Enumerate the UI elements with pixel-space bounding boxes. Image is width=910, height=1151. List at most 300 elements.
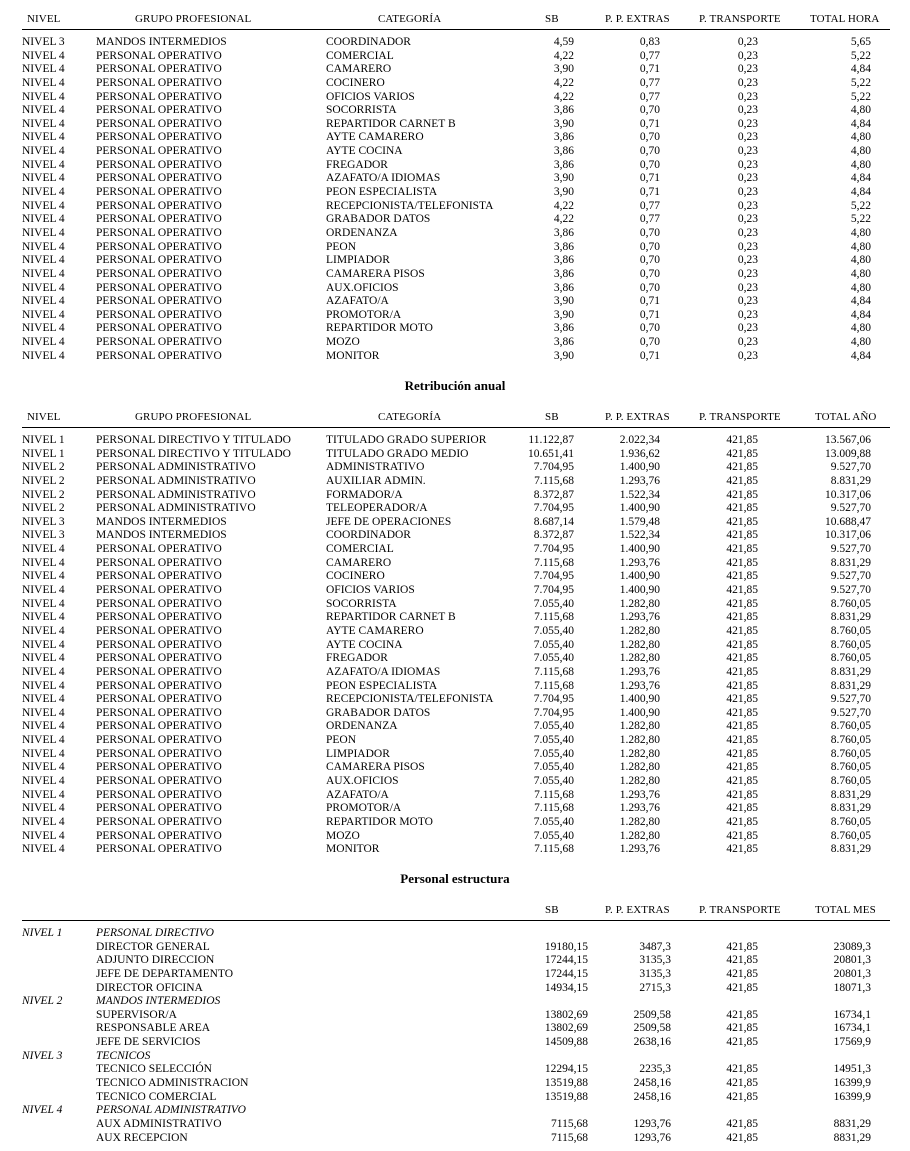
total-cell: 8.760,05 (830, 775, 871, 788)
transporte-cell: 421,85 (726, 1036, 758, 1049)
nivel-cell: NIVEL 4 (22, 117, 65, 130)
grupo-cell: PERSONAL OPERATIVO (96, 543, 222, 556)
categoria-cell: COCINERO (326, 76, 385, 89)
nivel-cell: NIVEL 4 (22, 254, 65, 267)
nivel-cell: NIVEL 4 (22, 788, 65, 801)
table-row (22, 200, 890, 214)
transporte-cell: 0,23 (737, 131, 758, 144)
extras-cell: 1.282,80 (619, 829, 660, 842)
extras-cell: 1.400,90 (619, 570, 660, 583)
nivel-cell: NIVEL 4 (22, 336, 65, 349)
transporte-cell: 0,23 (737, 308, 758, 321)
categoria-cell: DIRECTOR GENERAL (96, 940, 210, 953)
grupo-cell: PERSONAL OPERATIVO (96, 336, 222, 349)
sb-cell: 3,90 (553, 349, 574, 362)
table-row (22, 36, 890, 50)
transporte-cell: 421,85 (726, 461, 758, 474)
transporte-cell: 0,23 (737, 90, 758, 103)
sb-cell: 7.055,40 (533, 815, 574, 828)
total-cell: 5,65 (850, 36, 871, 48)
sb-cell: 7.055,40 (533, 761, 574, 774)
extras-cell: 1.400,90 (619, 543, 660, 556)
total-cell: 5,22 (850, 76, 871, 89)
table-row (22, 954, 890, 968)
total-cell: 5,22 (850, 90, 871, 103)
categoria-cell: ORDENANZA (326, 720, 398, 733)
extras-cell: 0,71 (639, 63, 660, 76)
nivel-cell: NIVEL 4 (22, 747, 65, 760)
nivel-cell: NIVEL 4 (22, 815, 65, 828)
header-nivel: NIVEL (27, 411, 61, 423)
categoria-cell: PROMOTOR/A (326, 308, 402, 321)
table-row (22, 104, 890, 118)
categoria-cell: AZAFATO/A IDIOMAS (326, 665, 441, 678)
group-row (22, 1050, 890, 1064)
total-cell: 9.527,70 (830, 543, 871, 556)
categoria-cell: TITULADO GRADO MEDIO (326, 447, 469, 460)
table-row (22, 734, 890, 748)
total-cell: 4,80 (850, 104, 871, 117)
extras-cell: 1.522,34 (619, 529, 660, 542)
sb-cell: 3,90 (553, 308, 574, 321)
nivel-cell: NIVEL 4 (22, 186, 65, 199)
table-row (22, 350, 890, 364)
categoria-cell: PROMOTOR/A (326, 802, 402, 815)
grupo-cell: PERSONAL ADMINISTRATIVO (96, 461, 256, 474)
grupo-cell: PERSONAL OPERATIVO (96, 226, 222, 239)
grupo-cell: PERSONAL OPERATIVO (96, 158, 222, 171)
grupo-cell: PERSONAL OPERATIVO (96, 199, 222, 212)
total-cell: 8.760,05 (830, 829, 871, 842)
transporte-cell: 0,23 (737, 267, 758, 280)
transporte-cell: 0,23 (737, 158, 758, 171)
nivel-cell: NIVEL 2 (22, 995, 63, 1008)
transporte-cell: 421,85 (726, 584, 758, 597)
sb-cell: 4,59 (553, 36, 574, 48)
categoria-cell: REPARTIDOR CARNET B (326, 611, 456, 624)
header-extras: P. P. EXTRAS (605, 411, 670, 423)
transporte-cell: 0,23 (737, 145, 758, 158)
header-extras: P. P. EXTRAS (605, 13, 670, 25)
sb-cell: 4,22 (553, 49, 574, 62)
table-row (22, 172, 890, 186)
table-row (22, 77, 890, 91)
categoria-cell: TECNICO ADMINISTRACION (96, 1077, 249, 1090)
total-cell: 5,22 (850, 199, 871, 212)
total-cell: 16734,1 (833, 1008, 871, 1021)
extras-cell: 3135,3 (639, 967, 671, 980)
extras-cell: 2.022,34 (619, 434, 660, 446)
grupo-cell: PERSONAL ADMINISTRATIVO (96, 488, 256, 501)
section-title-structure: Personal estructura (400, 871, 510, 886)
total-cell: 17569,9 (833, 1036, 871, 1049)
extras-cell: 0,70 (639, 281, 660, 294)
header-categoria: CATEGORÍA (378, 411, 442, 423)
table-row (22, 830, 890, 844)
grupo-cell: PERSONAL OPERATIVO (96, 611, 222, 624)
grupo-cell: PERSONAL OPERATIVO (96, 322, 222, 335)
sb-cell: 7.115,68 (534, 788, 574, 801)
categoria-cell: TECNICO COMERCIAL (96, 1090, 217, 1103)
extras-cell: 1.282,80 (619, 734, 660, 747)
extras-cell: 0,71 (639, 295, 660, 308)
extras-cell: 0,71 (639, 349, 660, 362)
nivel-cell: NIVEL 4 (22, 570, 65, 583)
total-cell: 8.760,05 (830, 624, 871, 637)
grupo-cell: PERSONAL OPERATIVO (96, 624, 222, 637)
extras-cell: 1.936,62 (619, 447, 660, 460)
categoria-cell: REPARTIDOR CARNET B (326, 117, 456, 130)
transporte-cell: 421,85 (726, 611, 758, 624)
grupo-cell: PERSONAL OPERATIVO (96, 815, 222, 828)
grupo-cell: PERSONAL DIRECTIVO Y TITULADO (96, 434, 291, 446)
table-row (22, 434, 890, 448)
nivel-cell: NIVEL 4 (22, 145, 65, 158)
transporte-cell: 0,23 (737, 117, 758, 130)
extras-cell: 1.282,80 (619, 638, 660, 651)
grupo-cell: PERSONAL OPERATIVO (96, 747, 222, 760)
grupo-cell: PERSONAL OPERATIVO (96, 788, 222, 801)
nivel-cell: NIVEL 4 (22, 199, 65, 212)
total-cell: 8.831,29 (830, 611, 871, 624)
structure-table-header (22, 902, 890, 921)
total-cell: 8.760,05 (830, 638, 871, 651)
total-cell: 5,22 (850, 213, 871, 226)
categoria-cell: RECEPCIONISTA/TELEFONISTA (326, 199, 494, 212)
total-cell: 4,80 (850, 145, 871, 158)
table-row (22, 131, 890, 145)
extras-cell: 0,83 (639, 36, 660, 48)
header-transporte: P. TRANSPORTE (699, 411, 781, 423)
transporte-cell: 421,85 (726, 447, 758, 460)
extras-cell: 2509,58 (633, 1008, 671, 1021)
grupo-cell: PERSONAL OPERATIVO (96, 240, 222, 253)
grupo-cell: PERSONAL DIRECTIVO Y TITULADO (96, 447, 291, 460)
table-row (22, 982, 890, 996)
table-row (22, 748, 890, 762)
extras-cell: 0,70 (639, 267, 660, 280)
nivel-cell: NIVEL 4 (22, 295, 65, 308)
header-total: TOTAL MES (815, 904, 876, 916)
sb-cell: 3,86 (553, 131, 574, 144)
categoria-cell: AYTE COCINA (326, 145, 403, 158)
nivel-cell: NIVEL 3 (22, 36, 65, 48)
total-cell: 8.760,05 (830, 747, 871, 760)
table-row (22, 1118, 890, 1132)
total-cell: 16399,9 (833, 1077, 871, 1090)
categoria-cell: PEON (326, 734, 357, 747)
sb-cell: 14509,88 (544, 1036, 588, 1049)
categoria-cell: MONITOR (326, 349, 380, 362)
nivel-cell: NIVEL 4 (22, 172, 65, 185)
grupo-cell: PERSONAL OPERATIVO (96, 63, 222, 76)
annual-table-body (22, 428, 890, 857)
categoria-cell: COORDINADOR (326, 36, 411, 48)
nivel-cell: NIVEL 4 (22, 90, 65, 103)
grupo-cell: PERSONAL OPERATIVO (96, 76, 222, 89)
nivel-cell: NIVEL 4 (22, 652, 65, 665)
categoria-cell: SOCORRISTA (326, 104, 397, 117)
categoria-cell: FREGADOR (326, 158, 388, 171)
total-cell: 8.760,05 (830, 652, 871, 665)
extras-cell: 1.579,48 (619, 515, 660, 528)
categoria-cell: CAMARERO (326, 556, 392, 569)
transporte-cell: 0,23 (737, 226, 758, 239)
total-cell: 4,84 (850, 349, 871, 362)
total-cell: 13.009,88 (825, 447, 871, 460)
extras-cell: 1.293,76 (619, 611, 660, 624)
transporte-cell: 421,85 (726, 775, 758, 788)
grupo-cell: PERSONAL OPERATIVO (96, 665, 222, 678)
nivel-cell: NIVEL 4 (22, 761, 65, 774)
extras-cell: 1.293,76 (619, 843, 660, 856)
grupo-cell: PERSONAL OPERATIVO (96, 90, 222, 103)
hourly-table-header (22, 11, 890, 30)
sb-cell: 8.372,87 (533, 488, 574, 501)
grupo-cell: PERSONAL OPERATIVO (96, 584, 222, 597)
sb-cell: 7.055,40 (533, 829, 574, 842)
extras-cell: 0,70 (639, 240, 660, 253)
extras-cell: 0,70 (639, 254, 660, 267)
extras-cell: 1.400,90 (619, 693, 660, 706)
table-row (22, 63, 890, 77)
transporte-cell: 0,23 (737, 240, 758, 253)
categoria-cell: PEON ESPECIALISTA (326, 186, 438, 199)
total-cell: 4,80 (850, 336, 871, 349)
extras-cell: 0,77 (639, 199, 660, 212)
transporte-cell: 0,23 (737, 254, 758, 267)
table-row (22, 295, 890, 309)
annual-table (22, 409, 890, 857)
grupo-cell: PERSONAL OPERATIVO (96, 117, 222, 130)
table-row (22, 1091, 890, 1105)
table-row (22, 159, 890, 173)
group-row (22, 1104, 890, 1118)
nivel-cell: NIVEL 4 (22, 843, 65, 856)
nivel-cell: NIVEL 4 (22, 308, 65, 321)
sb-cell: 3,86 (553, 158, 574, 171)
grupo-cell: PERSONAL OPERATIVO (96, 597, 222, 610)
nivel-cell: NIVEL 4 (22, 624, 65, 637)
table-row (22, 968, 890, 982)
extras-cell: 1.400,90 (619, 461, 660, 474)
table-row (22, 50, 890, 64)
sb-cell: 11.122,87 (528, 434, 574, 446)
sb-cell: 3,86 (553, 267, 574, 280)
table-row (22, 1077, 890, 1091)
table-row (22, 1009, 890, 1023)
sb-cell: 4,22 (553, 213, 574, 226)
grupo-cell: PERSONAL OPERATIVO (96, 131, 222, 144)
nivel-cell: NIVEL 4 (22, 1104, 63, 1117)
nivel-cell: NIVEL 4 (22, 611, 65, 624)
table-row (22, 145, 890, 159)
transporte-cell: 0,23 (737, 104, 758, 117)
sb-cell: 7.115,68 (534, 556, 574, 569)
grupo-cell: PERSONAL OPERATIVO (96, 706, 222, 719)
transporte-cell: 421,85 (726, 967, 758, 980)
total-cell: 9.527,70 (830, 461, 871, 474)
table-row (22, 707, 890, 721)
total-cell: 9.527,70 (830, 693, 871, 706)
sb-cell: 4,22 (553, 76, 574, 89)
transporte-cell: 421,85 (726, 940, 758, 953)
categoria-cell: REPARTIDOR MOTO (326, 815, 433, 828)
grupo-cell: PERSONAL OPERATIVO (96, 281, 222, 294)
categoria-cell: TELEOPERADOR/A (326, 502, 428, 515)
extras-cell: 1.282,80 (619, 597, 660, 610)
nivel-cell: NIVEL 4 (22, 63, 65, 76)
nivel-cell: NIVEL 4 (22, 158, 65, 171)
header-categoria: CATEGORÍA (378, 13, 442, 25)
table-row (22, 816, 890, 830)
sb-cell: 19180,15 (544, 940, 588, 953)
extras-cell: 0,70 (639, 322, 660, 335)
nivel-cell: NIVEL 4 (22, 734, 65, 747)
total-cell: 8.831,29 (830, 665, 871, 678)
header-sb: SB (545, 411, 559, 423)
total-cell: 16399,9 (833, 1090, 871, 1103)
table-row (22, 241, 890, 255)
sb-cell: 7.115,68 (534, 611, 574, 624)
total-cell: 8.831,29 (830, 679, 871, 692)
sb-cell: 3,86 (553, 226, 574, 239)
header-sb: SB (545, 904, 559, 916)
table-row (22, 789, 890, 803)
total-cell: 9.527,70 (830, 584, 871, 597)
extras-cell: 1.282,80 (619, 815, 660, 828)
transporte-cell: 421,85 (726, 1022, 758, 1035)
table-row (22, 461, 890, 475)
sb-cell: 7.055,40 (533, 720, 574, 733)
total-cell: 8.831,29 (830, 788, 871, 801)
transporte-cell: 421,85 (726, 734, 758, 747)
categoria-cell: AUX.OFICIOS (326, 775, 399, 788)
total-cell: 4,80 (850, 131, 871, 144)
nivel-cell: NIVEL 3 (22, 529, 65, 542)
table-row (22, 570, 890, 584)
total-cell: 10.317,06 (825, 488, 871, 501)
nivel-cell: NIVEL 2 (22, 488, 65, 501)
table-row (22, 91, 890, 105)
nivel-cell: NIVEL 4 (22, 693, 65, 706)
table-row (22, 118, 890, 132)
table-row (22, 761, 890, 775)
total-cell: 8.831,29 (830, 802, 871, 815)
grupo-cell: PERSONAL OPERATIVO (96, 843, 222, 856)
nivel-cell: NIVEL 1 (22, 434, 65, 446)
transporte-cell: 421,85 (726, 597, 758, 610)
total-cell: 8.760,05 (830, 815, 871, 828)
header-transporte: P. TRANSPORTE (699, 904, 781, 916)
transporte-cell: 421,85 (726, 679, 758, 692)
header-nivel: NIVEL (27, 13, 61, 25)
extras-cell: 1.282,80 (619, 720, 660, 733)
grupo-cell: PERSONAL OPERATIVO (96, 213, 222, 226)
table-row (22, 843, 890, 857)
table-row (22, 557, 890, 571)
sb-cell: 7.055,40 (533, 734, 574, 747)
transporte-cell: 421,85 (726, 720, 758, 733)
nivel-cell: NIVEL 4 (22, 829, 65, 842)
categoria-cell: LIMPIADOR (326, 254, 390, 267)
sb-cell: 7.704,95 (533, 543, 574, 556)
total-cell: 8831,29 (833, 1131, 871, 1144)
nivel-cell: NIVEL 4 (22, 665, 65, 678)
grupo-cell: PERSONAL OPERATIVO (96, 49, 222, 62)
extras-cell: 2638,16 (633, 1036, 671, 1049)
header-sb: SB (545, 13, 559, 25)
categoria-cell: AYTE CAMARERO (326, 624, 424, 637)
total-cell: 4,80 (850, 158, 871, 171)
transporte-cell: 421,85 (726, 652, 758, 665)
total-cell: 20801,3 (833, 954, 871, 967)
nivel-cell: NIVEL 2 (22, 474, 65, 487)
grupo-cell: PERSONAL OPERATIVO (96, 556, 222, 569)
categoria-cell: JEFE DE SERVICIOS (96, 1036, 201, 1049)
grupo-cell: PERSONAL OPERATIVO (96, 349, 222, 362)
sb-cell: 7.115,68 (534, 474, 574, 487)
nivel-cell: NIVEL 4 (22, 213, 65, 226)
table-row (22, 529, 890, 543)
table-row (22, 652, 890, 666)
categoria-cell: COORDINADOR (326, 529, 411, 542)
total-cell: 10.317,06 (825, 529, 871, 542)
extras-cell: 0,71 (639, 172, 660, 185)
categoria-cell: ADMINISTRATIVO (326, 461, 425, 474)
table-row (22, 941, 890, 955)
transporte-cell: 421,85 (726, 1131, 758, 1144)
table-row (22, 1036, 890, 1050)
sb-cell: 3,86 (553, 281, 574, 294)
sb-cell: 8.687,14 (533, 515, 574, 528)
total-cell: 18071,3 (833, 981, 871, 994)
total-cell: 10.688,47 (825, 515, 871, 528)
grupo-cell: PERSONAL OPERATIVO (96, 638, 222, 651)
sb-cell: 8.372,87 (533, 529, 574, 542)
table-row (22, 1132, 890, 1146)
extras-cell: 1293,76 (633, 1131, 671, 1144)
transporte-cell: 421,85 (726, 829, 758, 842)
total-cell: 4,80 (850, 240, 871, 253)
extras-cell: 1.282,80 (619, 624, 660, 637)
transporte-cell: 421,85 (726, 474, 758, 487)
extras-cell: 0,71 (639, 117, 660, 130)
table-row (22, 693, 890, 707)
grupo-cell: PERSONAL OPERATIVO (96, 734, 222, 747)
categoria-cell: GRABADOR DATOS (326, 706, 431, 719)
extras-cell: 2458,16 (633, 1077, 671, 1090)
extras-cell: 0,70 (639, 158, 660, 171)
extras-cell: 1.293,76 (619, 665, 660, 678)
total-cell: 4,80 (850, 281, 871, 294)
sb-cell: 7.055,40 (533, 747, 574, 760)
total-cell: 9.527,70 (830, 570, 871, 583)
sb-cell: 17244,15 (544, 967, 588, 980)
sb-cell: 7.704,95 (533, 584, 574, 597)
categoria-cell: AUX.OFICIOS (326, 281, 399, 294)
total-cell: 14951,3 (833, 1063, 871, 1076)
categoria-cell: COCINERO (326, 570, 385, 583)
table-row (22, 543, 890, 557)
categoria-cell: AYTE COCINA (326, 638, 403, 651)
total-cell: 4,84 (850, 295, 871, 308)
transporte-cell: 421,85 (726, 954, 758, 967)
categoria-cell: PEON (326, 240, 357, 253)
nivel-cell: NIVEL 4 (22, 543, 65, 556)
transporte-cell: 0,23 (737, 213, 758, 226)
grupo-cell: MANDOS INTERMEDIOS (96, 529, 227, 542)
